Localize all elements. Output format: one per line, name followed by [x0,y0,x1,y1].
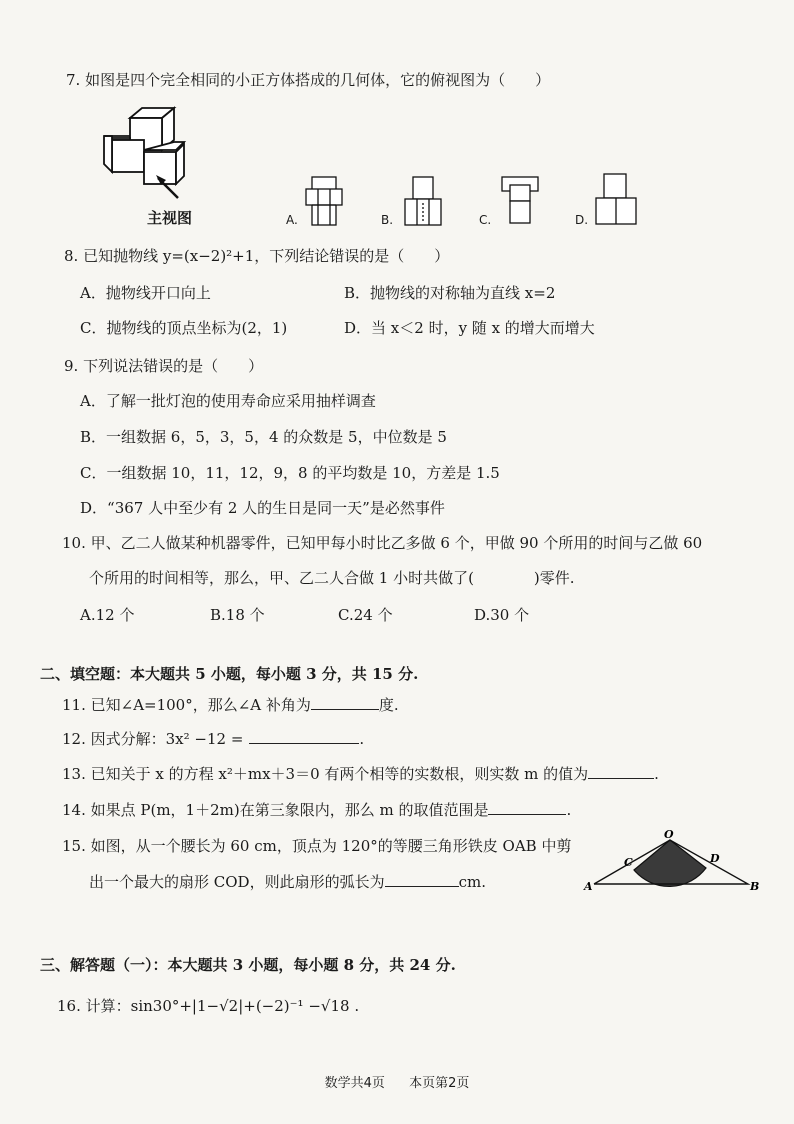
option-c-label[interactable]: C. [479,213,492,227]
q8-text: 8. 已知抛物线 y=(x−2)²+1，下列结论错误的是（ ） [64,247,450,265]
q14-answer-blank[interactable] [488,800,566,815]
q14 [62,800,571,820]
cube-figure [100,100,200,210]
label-b: B [750,880,760,893]
footer-total-pages: 数学共4页 [324,1076,385,1091]
q8-option-c[interactable]: C．抛物线的顶点坐标为(2，1) [80,319,288,337]
q9-option-b[interactable]: B．一组数据 6，5，3，5，4 的众数是 5，中位数是 5 [80,428,447,446]
q10-option-a[interactable]: A.12 个 [80,606,135,624]
q11-post: 度. [378,696,399,714]
option-d-label[interactable]: D. [575,213,589,227]
q15-sector-figure [582,828,762,894]
option-c-view [498,175,542,230]
front-view-label: 主视图 [147,209,193,227]
option-a-view [304,175,344,230]
label-c: C [624,856,633,869]
q12-post: . [359,730,365,748]
q12-pre: 12. 因式分解：3x² −12 = [62,730,244,748]
q7-text: 7. 如图是四个完全相同的小正方体搭成的几何体，它的俯视图为（ ） [66,71,551,89]
q13-post: . [654,765,659,783]
q9-option-a[interactable]: A．了解一批灯泡的使用寿命应采用抽样调查 [80,392,376,410]
q10-line1: 10. 甲、乙二人做某种机器零件，已知甲每小时比乙多做 6 个，甲做 90 个所用的时间与乙做 60 [62,534,703,552]
q10-option-d[interactable]: D.30 个 [474,606,530,624]
q14-post: . [566,801,572,819]
option-a-label[interactable]: A. [286,213,298,227]
q15-line1: 15. 如图，从一个腰长为 60 cm，顶点为 120°的等腰三角形铁皮 OAB 中剪 [62,837,572,855]
q11-answer-blank[interactable] [311,695,379,710]
q9-text: 9. 下列说法错误的是（ ） [64,357,264,375]
q15-line2-post: cm. [458,873,486,891]
q15-answer-blank[interactable] [385,872,459,887]
q13-pre: 13. 已知关于 x 的方程 x²＋mx＋3＝0 有两个相等的实数根，则实数 m 的值为 [62,765,589,783]
q12 [62,729,364,749]
q13 [62,764,659,784]
q8-option-b[interactable]: B．抛物线的对称轴为直线 x=2 [344,284,556,302]
section-3-title: 三、解答题（一）：本大题共 3 小题，每小题 8 分，共 24 分. [40,956,456,974]
q9-option-d[interactable]: D．“367 人中至少有 2 人的生日是同一天”是必然事件 [80,499,445,517]
q14-pre: 14. 如果点 P(m，1＋2m)在第三象限内，那么 m 的取值范围是 [62,801,489,819]
q16-text: 16. 计算：sin30°+|1−√2|+(−2)⁻¹ −√18 . [57,997,360,1015]
q11-pre: 11. 已知∠A=100°，那么∠A 补角为 [62,696,311,714]
option-b-view [401,175,445,230]
q11 [62,695,399,715]
label-o: O [664,828,674,841]
label-a: A [584,880,593,893]
page-footer [0,1072,794,1091]
q9-option-c[interactable]: C．一组数据 10，11，12，9，8 的平均数是 10，方差是 1.5 [80,464,500,482]
option-d-view [594,172,638,230]
q13-answer-blank[interactable] [588,764,654,779]
q8-option-d[interactable]: D．当 x＜2 时，y 随 x 的增大而增大 [344,319,595,337]
q10-line2: 个所用的时间相等，那么，甲、乙二人合做 1 小时共做了( )零件. [89,569,575,587]
q10-option-c[interactable]: C.24 个 [338,606,393,624]
section-2-title: 二、填空题：本大题共 5 小题，每小题 3 分，共 15 分. [40,665,419,683]
sector-cod [634,840,706,886]
q10-option-b[interactable]: B.18 个 [210,606,265,624]
q15-line2-pre: 出一个最大的扇形 COD，则此扇形的弧长为 [89,873,385,891]
q8-option-a[interactable]: A．抛物线开口向上 [80,284,211,302]
q15-line2 [89,872,486,892]
label-d: D [710,852,720,865]
option-b-label[interactable]: B. [381,213,394,227]
footer-current-page: 本页第2页 [409,1076,470,1091]
q12-answer-blank[interactable] [249,729,359,744]
